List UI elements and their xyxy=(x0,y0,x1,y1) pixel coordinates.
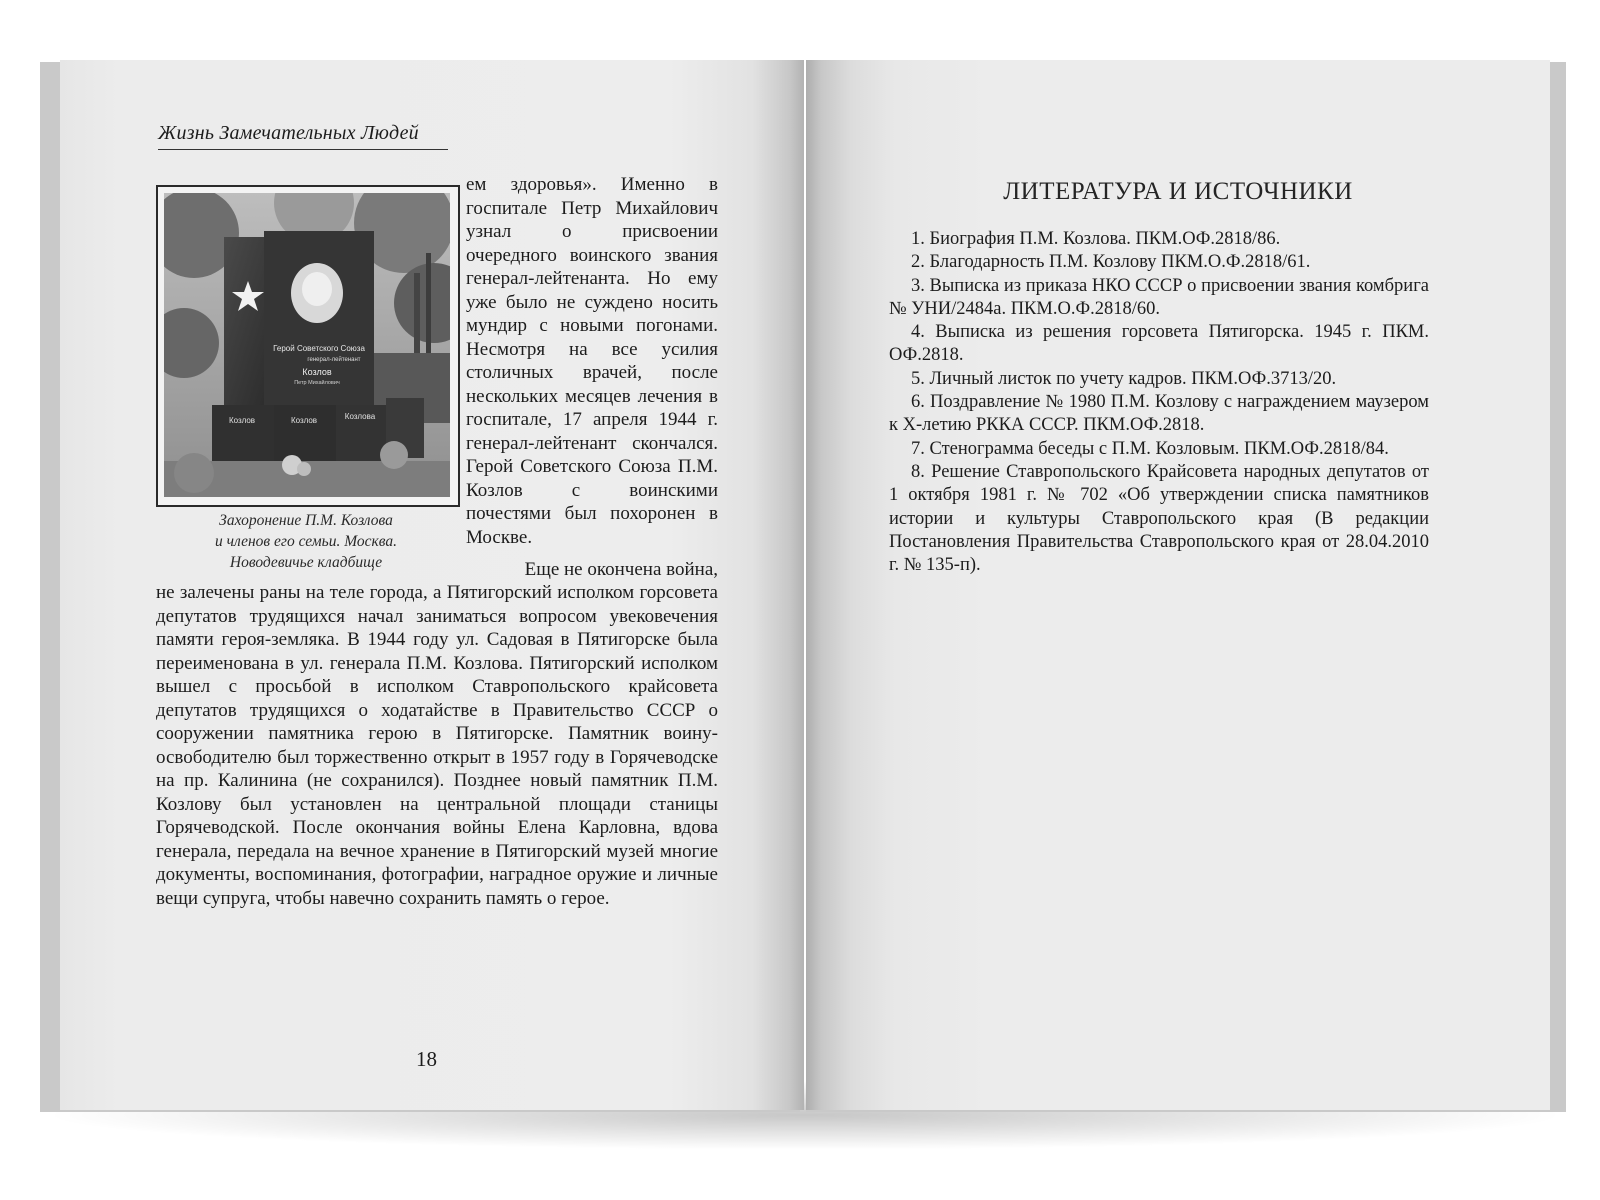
memorial-photo-image xyxy=(164,193,450,497)
right-page xyxy=(806,60,1550,1110)
reference-item: 4. Выписка из решения горсовета Пятигорска. 1945 г. ПКМ. ОФ.2818. xyxy=(889,322,1429,366)
svg-text:Козлов: Козлов xyxy=(290,416,318,425)
paragraph-start: Еще не окончена война, xyxy=(524,559,718,580)
running-head: Жизнь Замечательных Людей xyxy=(158,122,448,150)
column-text xyxy=(466,173,718,549)
svg-text:генерал-лейтенант: генерал-лейтенант xyxy=(307,357,361,363)
photo-caption xyxy=(156,510,456,573)
reference-item: 7. Стенограмма беседы с П.М. Козловым. ПКМ.ОФ.2818/84. xyxy=(911,438,1389,459)
burial-photo xyxy=(156,185,460,507)
caption-line: Захоронение П.М. Козлова xyxy=(219,512,393,529)
reference-item: 1. Биография П.М. Козлова. ПКМ.ОФ.2818/86. xyxy=(911,229,1281,249)
column-paragraph: ем здоровья». Именно в госпитале Петр Михайлович узнал о присвоении очередного воинского звания генерал-лейтенанта. Но ему уже было не суждено носить мундир с новыми погонами. Несмотря на все усилия столичных врачей, после нескольких месяцев лечения в госпитале, 17 апреля 1944 г. генерал-лейтенант скончался. Герой Советского Союза П.М. Козлов с воинскими почестями был похоронен в Москве. xyxy=(466,174,718,548)
reference-item: 3. Выписка из приказа НКО СССР о присвоении звания комбрига № УНИ/2484а. ПКМ.О.Ф.2818/60. xyxy=(889,275,1429,319)
references-list xyxy=(889,228,1429,577)
reference-item: 8. Решение Ставропольского Крайсовета народных депутатов от 1 октября 1981 г. № 702 «Об утверждении списка памятников истории и культуры Ставропольского края (В редакции Постановления Правительства Ставропольского края от 28.04.2010 г. № 135-п). xyxy=(889,461,1429,576)
reference-item: 6. Поздравление № 1980 П.М. Козлову с награждением маузером к X-летию РККА СССР. ПКМ.ОФ.2818. xyxy=(889,392,1429,436)
svg-text:Козлова: Козлова xyxy=(344,412,376,421)
section-title: ЛИТЕРАТУРА И ИСТОЧНИКИ xyxy=(1003,178,1353,205)
svg-text:Козлов: Козлов xyxy=(228,416,256,425)
left-page xyxy=(60,60,804,1110)
svg-text:Петр Михайлович: Петр Михайлович xyxy=(294,380,340,386)
caption-line: и членов его семьи. Москва. xyxy=(214,533,398,550)
reference-item: 5. Личный листок по учету кадров. ПКМ.ОФ.3713/20. xyxy=(911,368,1337,389)
body-text xyxy=(156,581,718,910)
svg-text:Козлов: Козлов xyxy=(302,367,332,377)
caption-line: Новодевичье кладбище xyxy=(229,554,383,571)
svg-text:Герой Советского Союза: Герой Советского Союза xyxy=(273,344,365,353)
body-paragraph: не залечены раны на теле города, а Пятигорский исполком горсовета депутатов трудящихся начал заниматься вопросом увековечения памяти героя-земляка. В 1944 году ул. Садовая в Пятигорске была переименована в ул. генерала П.М. Козлова. Пятигорский исполком вышел с просьбой в исполком Ставропольского крайсовета депутатов трудящихся о ходатайстве в Правительство СССР о сооружении памятника герою в Пятигорске. Памятник воину-освободителю был торжественно открыт в 1957 году в Горячеводске на пр. Калинина (не сохранился). Позднее новый памятник П.М. Козлову был установлен на центральной площади станицы Горячеводской. После окончания войны Елена Карловна, вдова генерала, передала на вечное хранение в Пятигорский музей многие документы, воспоминания, фотографии, наградное оружие и личные вещи супруга, чтобы навечно сохранить память о герое. xyxy=(156,582,718,909)
page-number: 18 xyxy=(416,1047,437,1071)
reference-item: 2. Благодарность П.М. Козлову ПКМ.О.Ф.2818/61. xyxy=(911,252,1311,273)
